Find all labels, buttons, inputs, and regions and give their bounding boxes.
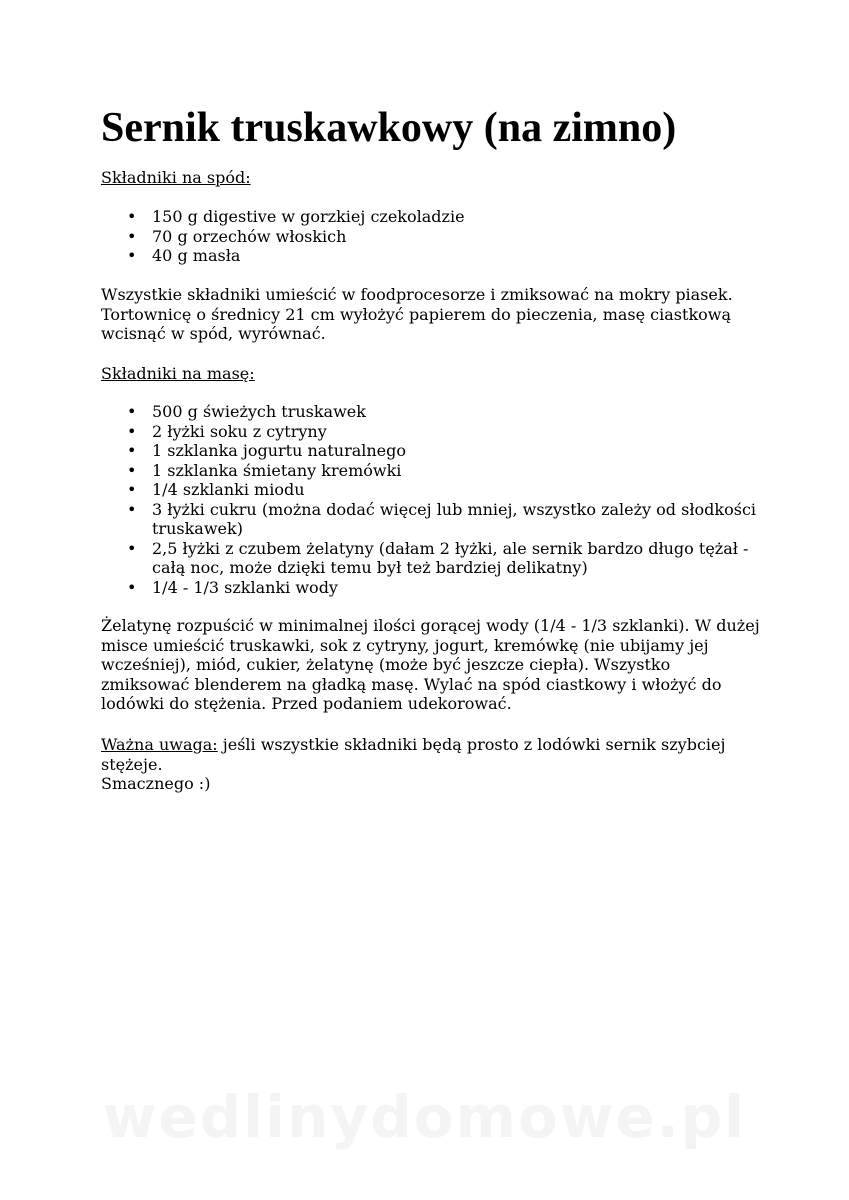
recipe-title: Sernik truskawkowy (na zimno) — [101, 105, 677, 151]
list-item: • 150 g digestive w gorzkiej czekoladzie — [152, 207, 772, 227]
filling-instructions: Żelatynę rozpuścić w minimalnej ilości gorącej wody (1/4 - 1/3 szklanki). W dużej misce umieścić truskawki, sok z cytryny, jogurt, kremówkę (nie ubijamy jej wcześniej), miód, cukier, żelatynę (może być jeszcze ciepła). Wszystko zmiksować blenderem na gładką masę. Wylać na spód ciastkowy i włożyć do lodówki do stężenia. Przed podaniem udekorować. — [101, 616, 760, 713]
list-item: • 1 szklanka śmietany kremówki — [152, 461, 772, 481]
list-item: • 1 szklanka jogurtu naturalnego — [152, 441, 772, 461]
list-item: • 1/4 - 1/3 szklanki wody — [152, 578, 772, 598]
filling-ingredients-list — [101, 402, 772, 597]
important-note-label: Ważna uwaga: — [101, 735, 218, 754]
base-ingredients-list — [101, 207, 772, 266]
list-item: • 40 g masła — [152, 246, 772, 266]
list-item: • 1/4 szklanki miodu — [152, 480, 772, 500]
watermark-logo: wedlinydomowe.pl — [102, 1083, 747, 1151]
important-note — [101, 735, 761, 774]
list-item: • 2,5 łyżki z czubem żelatyny (dałam 2 łyżki, ale sernik bardzo długo tężał - całą noc, może dzięki temu był też bardziej delikatny) — [152, 539, 772, 578]
list-item: • 3 łyżki cukru (można dodać więcej lub mniej, wszystko zależy od słodkości truskawek) — [152, 500, 772, 539]
filling-ingredients-heading: Składniki na masę: — [101, 364, 255, 383]
important-note-text: jeśli wszystkie składniki będą prosto z lodówki sernik szybciej stężeje. — [101, 735, 726, 774]
list-item: • 70 g orzechów włoskich — [152, 227, 772, 247]
base-ingredients-heading: Składniki na spód: — [101, 168, 251, 187]
base-instructions: Wszystkie składniki umieścić w foodprocesorze i zmiksować na mokry piasek. Tortownicę o średnicy 21 cm wyłożyć papierem do pieczenia, masę ciastkową wcisnąć w spód, wyrównać. — [101, 285, 733, 343]
closing-text: Smacznego :) — [101, 774, 211, 793]
list-item: • 2 łyżki soku z cytryny — [152, 422, 772, 442]
list-item: • 500 g świeżych truskawek — [152, 402, 772, 422]
